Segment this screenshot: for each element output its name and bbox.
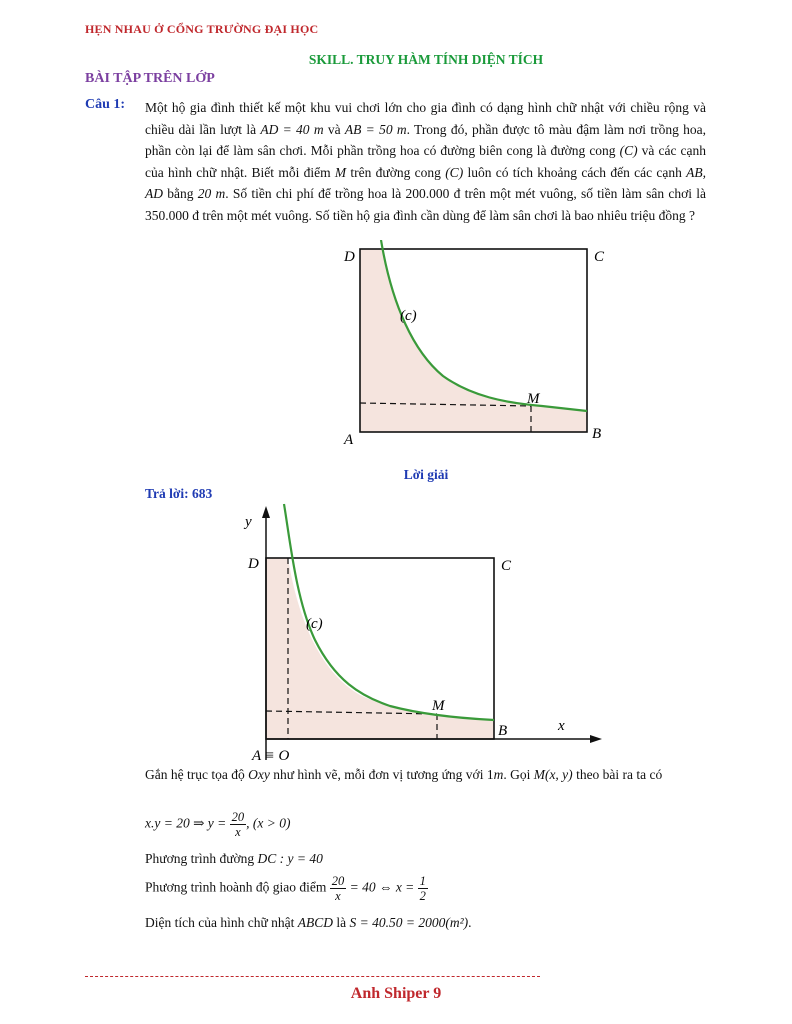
label-d: D xyxy=(344,249,355,265)
label-m: M xyxy=(432,698,445,714)
solution-paragraph-2: Phương trình đường DC : y = 40 xyxy=(145,851,323,866)
page-title: SKILL. TRUY HÀM TÍNH DIỆN TÍCH xyxy=(308,52,544,67)
question-label: Câu 1: xyxy=(85,97,126,112)
solution-heading: Lời giải xyxy=(403,467,449,482)
answer-text: Trả lời: 683 xyxy=(145,486,213,501)
solution-paragraph-1: Gắn hệ trục tọa độ Oxy như hình vẽ, mỗi đơn vị tương ứng với 1m. Gọi M(x, y) theo bài ra ta có xyxy=(145,767,663,782)
label-d: D xyxy=(248,556,259,572)
solution-paragraph-4: Diện tích của hình chữ nhật ABCD là S = 40.50 = 2000(m²). xyxy=(145,915,472,930)
figure-coordinates xyxy=(240,500,610,768)
label-a-o: A ≡ O xyxy=(252,748,290,764)
solution-paragraph-3: Phương trình hoành độ giao điểm $\frac{20}{x}$ = 40 ⇔ x = $\frac{1}{2}$ xyxy=(145,874,426,903)
label-curve: (c) xyxy=(400,308,417,324)
y-axis-arrow-icon xyxy=(262,506,270,518)
label-a: A xyxy=(344,432,354,448)
label-y: y xyxy=(245,514,252,530)
label-c: C xyxy=(594,249,605,265)
question-text: Một hộ gia đình thiết kế một khu vui chơi lớn cho gia đình có dạng hình chữ nhật với chiều rộng và chiều dài lần lượt là AD = 40 m và AB = 50 m. Trong đó, phần được tô màu đậm làm nơi trồng hoa, phần còn lại để làm sân chơi. Mỗi phần trồng hoa có đường biên cong là đường cong (C) và các cạnh của hình chữ nhật. Biết mỗi điểm M trên đường cong (C) luôn có tích khoảng cách đến các cạnh AB, AD bằng 20 m. Số tiền chi phí để trồng hoa là 200.000 đ trên một mét vuông, số tiền làm sân chơi là 350.000 đ trên một mét vuông. Số tiền hộ gia đình cần dùng để làm sân chơi là bao nhiêu triệu đồng ? xyxy=(145,100,707,223)
page-footer: Anh Shiper 9 xyxy=(350,985,442,1002)
label-b: B xyxy=(498,723,508,739)
footer-divider xyxy=(85,976,540,977)
x-axis-arrow-icon xyxy=(590,735,602,743)
page-header: HẸN NHAU Ở CỔNG TRƯỜNG ĐẠI HỌC xyxy=(85,22,319,36)
section-heading: BÀI TẬP TRÊN LỚP xyxy=(85,71,215,86)
label-c: C xyxy=(501,558,512,574)
label-curve: (c) xyxy=(306,616,323,632)
label-b: B xyxy=(592,426,602,442)
equation-1: x.y = 20 ⇒ y = $\frac{20}{x}$ , (x > 0) xyxy=(145,810,291,839)
figure-garden xyxy=(330,240,620,455)
label-m: M xyxy=(527,391,540,407)
label-x: x xyxy=(558,718,565,734)
